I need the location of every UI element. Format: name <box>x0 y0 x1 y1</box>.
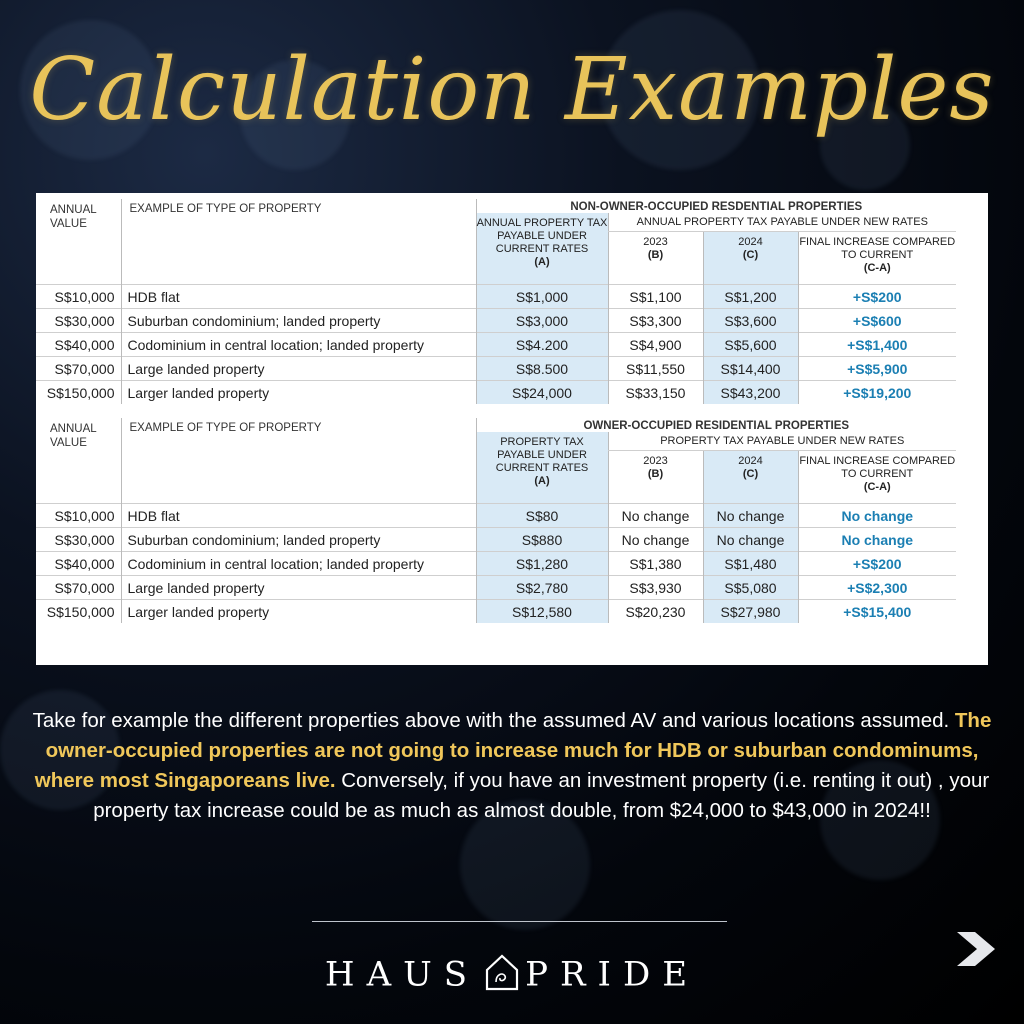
annual-value-cell: S$70,000 <box>36 576 121 600</box>
tax-2023-cell: S$4,900 <box>608 333 703 357</box>
property-type-cell: Codominium in central location; landed property <box>121 552 476 576</box>
annual-value-cell: S$10,000 <box>36 285 121 309</box>
brand-logo <box>0 952 1024 1001</box>
header-2023 <box>608 451 703 504</box>
current-tax-cell: S$2,780 <box>476 576 608 600</box>
tax-2023-cell: No change <box>608 528 703 552</box>
header-final-increase-label: FINAL INCREASE COMPARED TO CURRENT <box>799 236 956 261</box>
table-row <box>36 600 956 624</box>
header-current-rates-label: ANNUAL PROPERTY TAX PAYABLE UNDER CURRENT RATES <box>476 217 608 255</box>
current-tax-cell: S$880 <box>476 528 608 552</box>
final-increase-cell: +S$15,400 <box>798 600 956 624</box>
final-increase-cell: No change <box>798 504 956 528</box>
header-new-rates: ANNUAL PROPERTY TAX PAYABLE UNDER NEW RATES <box>608 213 956 232</box>
final-increase-cell: +S$2,300 <box>798 576 956 600</box>
header-final-increase <box>798 451 956 504</box>
final-increase-cell: +S$19,200 <box>798 381 956 405</box>
header-label-ca: (C-A) <box>863 481 891 493</box>
footer-divider <box>312 921 727 922</box>
explanation-intro: Take for example the different properties above with the assumed AV and various locations assumed. <box>32 709 950 732</box>
table-row <box>36 552 956 576</box>
page-title: Calculation Examples <box>29 40 995 140</box>
property-type-cell: HDB flat <box>121 285 476 309</box>
current-tax-cell: S$1,000 <box>476 285 608 309</box>
property-type-cell: Large landed property <box>121 357 476 381</box>
table-row <box>36 285 956 309</box>
table-row <box>36 576 956 600</box>
brand-right: PRIDE <box>525 954 700 995</box>
header-current-rates-label: PROPERTY TAX PAYABLE UNDER CURRENT RATES <box>495 436 589 474</box>
header-2024-label: 2024 <box>738 236 763 248</box>
header-label-a: (A) <box>534 256 550 268</box>
tax-2023-cell: S$20,230 <box>608 600 703 624</box>
current-tax-cell: S$4.200 <box>476 333 608 357</box>
property-type-cell: Suburban condominium; landed property <box>121 528 476 552</box>
header-annual-value: ANNUAL VALUE <box>50 204 97 230</box>
final-increase-cell: +S$5,900 <box>798 357 956 381</box>
annual-value-cell: S$150,000 <box>36 381 121 405</box>
annual-value-cell: S$70,000 <box>36 357 121 381</box>
final-increase-cell: +S$600 <box>798 309 956 333</box>
header-label-a: (A) <box>534 475 550 487</box>
tax-2023-cell: S$1,100 <box>608 285 703 309</box>
tax-2024-cell: No change <box>703 528 798 552</box>
tax-2024-cell: No change <box>703 504 798 528</box>
final-increase-cell: No change <box>798 528 956 552</box>
tax-2024-cell: S$14,400 <box>703 357 798 381</box>
tax-2023-cell: S$3,930 <box>608 576 703 600</box>
final-increase-cell: +S$1,400 <box>798 333 956 357</box>
property-type-cell: Large landed property <box>121 576 476 600</box>
current-tax-cell: S$8.500 <box>476 357 608 381</box>
tax-2024-cell: S$1,480 <box>703 552 798 576</box>
final-increase-cell: +S$200 <box>798 285 956 309</box>
annual-value-cell: S$30,000 <box>36 528 121 552</box>
property-type-cell: HDB flat <box>121 504 476 528</box>
header-2024 <box>703 451 798 504</box>
header-new-rates: PROPERTY TAX PAYABLE UNDER NEW RATES <box>608 432 956 451</box>
house-logo-icon <box>483 952 521 1001</box>
next-slide-button[interactable] <box>953 928 1003 970</box>
annual-value-cell: S$40,000 <box>36 333 121 357</box>
explanation-text <box>30 706 994 826</box>
header-2023-label: 2023 <box>643 236 668 248</box>
header-property-type: EXAMPLE OF TYPE OF PROPERTY <box>121 418 476 504</box>
current-tax-cell: S$80 <box>476 504 608 528</box>
tax-2024-cell: S$43,200 <box>703 381 798 405</box>
table-row <box>36 309 956 333</box>
tax-2024-cell: S$3,600 <box>703 309 798 333</box>
tax-2024-cell: S$1,200 <box>703 285 798 309</box>
property-type-cell: Larger landed property <box>121 381 476 405</box>
header-label-c: (C) <box>742 468 759 480</box>
property-type-cell: Larger landed property <box>121 600 476 624</box>
table-row <box>36 381 956 405</box>
tax-2024-cell: S$27,980 <box>703 600 798 624</box>
section-title-owner: OWNER-OCCUPIED RESIDENTIAL PROPERTIES <box>476 418 956 432</box>
table-row <box>36 357 956 381</box>
current-tax-cell: S$3,000 <box>476 309 608 333</box>
property-type-cell: Codominium in central location; landed property <box>121 333 476 357</box>
table-row <box>36 333 956 357</box>
tax-2023-cell: S$1,380 <box>608 552 703 576</box>
owner-occupied-table <box>36 418 956 623</box>
header-label-ca: (C-A) <box>863 262 891 274</box>
current-tax-cell: S$24,000 <box>476 381 608 405</box>
header-2024-label: 2024 <box>738 455 763 467</box>
tax-2024-cell: S$5,600 <box>703 333 798 357</box>
header-property-type: EXAMPLE OF TYPE OF PROPERTY <box>121 199 476 285</box>
current-tax-cell: S$1,280 <box>476 552 608 576</box>
annual-value-cell: S$10,000 <box>36 504 121 528</box>
header-current-rates <box>476 432 608 504</box>
property-type-cell: Suburban condominium; landed property <box>121 309 476 333</box>
header-2023-label: 2023 <box>643 455 668 467</box>
current-tax-cell: S$12,580 <box>476 600 608 624</box>
header-current-rates <box>476 213 608 285</box>
non-owner-occupied-table <box>36 199 956 404</box>
final-increase-cell: +S$200 <box>798 552 956 576</box>
header-label-c: (C) <box>742 249 759 261</box>
annual-value-cell: S$150,000 <box>36 600 121 624</box>
header-annual-value: ANNUAL VALUE <box>50 423 97 449</box>
tax-2023-cell: No change <box>608 504 703 528</box>
header-label-b: (B) <box>647 249 664 261</box>
explanation-highlight: The owner-occupied properties are not going to increase much for HDB or suburban condominums, where most Singaporeans live. <box>34 709 992 792</box>
tax-2023-cell: S$11,550 <box>608 357 703 381</box>
annual-value-cell: S$30,000 <box>36 309 121 333</box>
brand-left: HAUS <box>324 954 480 995</box>
header-final-increase-label: FINAL INCREASE COMPARED TO CURRENT <box>799 455 956 480</box>
table-row <box>36 528 956 552</box>
header-label-b: (B) <box>647 468 664 480</box>
section-title-non-owner: NON-OWNER-OCCUPIED RESDENTIAL PROPERTIES <box>476 199 956 213</box>
tax-2023-cell: S$33,150 <box>608 381 703 405</box>
chevron-right-icon <box>953 928 1003 970</box>
header-final-increase <box>798 232 956 285</box>
annual-value-cell: S$40,000 <box>36 552 121 576</box>
table-row <box>36 504 956 528</box>
explanation-conclusion: Conversely, if you have an investment property (i.e. renting it out) , your property tax increase could be as much as almost double, from $24,000 to $43,000 in 2024!! <box>93 769 990 822</box>
tax-tables-panel <box>36 193 988 665</box>
header-2023 <box>608 232 703 285</box>
header-2024 <box>703 232 798 285</box>
tax-2024-cell: S$5,080 <box>703 576 798 600</box>
tax-2023-cell: S$3,300 <box>608 309 703 333</box>
